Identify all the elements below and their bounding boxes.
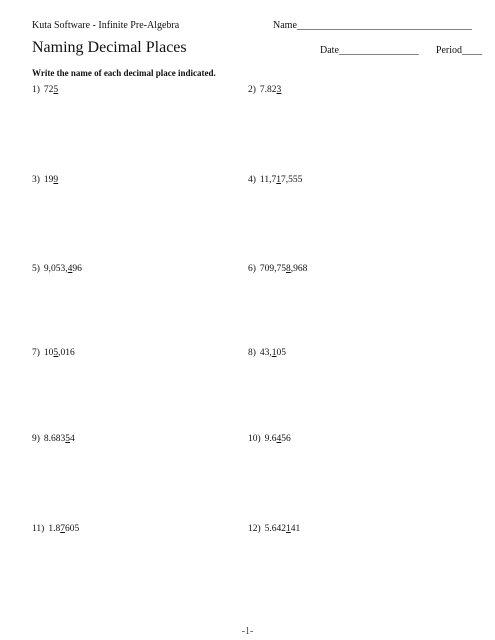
problem-number: 7) — [32, 348, 40, 358]
problem-value-marked-digit: 8 — [286, 264, 291, 274]
problem-value-marked-digit: 7 — [60, 524, 65, 534]
problem-number: 12) — [248, 524, 261, 534]
problem-11 — [32, 524, 79, 534]
problem-value-pre: 72 — [43, 85, 54, 95]
problem-value-marked-digit: 4 — [276, 434, 282, 444]
problem-number: 2) — [248, 85, 256, 95]
problem-value-pre: 5.642 — [264, 524, 287, 534]
problem-1 — [32, 85, 58, 95]
problem-4 — [248, 175, 302, 185]
problem-7 — [32, 348, 75, 358]
problem-number: 4) — [248, 175, 256, 185]
problem-value-pre: 10 — [43, 348, 54, 358]
problem-value-marked-digit: 5 — [53, 85, 59, 95]
problem-number: 6) — [248, 264, 256, 274]
problem-value-pre: 9.6 — [264, 434, 277, 444]
name-field[interactable]: Name___________________________________ — [273, 20, 472, 31]
problem-value-marked-digit: 4 — [67, 264, 73, 274]
problem-value-post: 56 — [281, 434, 291, 444]
problem-value-pre: 43, — [259, 348, 272, 358]
problem-value-marked-digit: 1 — [276, 175, 281, 185]
problem-value-post: 05 — [276, 348, 287, 358]
problem-value-marked-digit: 1 — [286, 524, 291, 534]
problem-value-pre: 709,75 — [259, 264, 287, 274]
problem-value-post: 605 — [64, 524, 80, 534]
problem-10 — [248, 434, 291, 444]
problem-value-pre: 19 — [43, 175, 54, 185]
problem-value-marked-digit: 3 — [276, 85, 282, 95]
problem-value-marked-digit: 9 — [53, 175, 59, 185]
problem-9 — [32, 434, 75, 444]
problem-value-post: ,016 — [58, 348, 75, 358]
page-title: Naming Decimal Places — [32, 39, 187, 56]
problem-value-marked-digit: 5 — [53, 348, 59, 358]
problem-value-post: 41 — [290, 524, 301, 534]
problem-value-marked-digit: 1 — [271, 348, 277, 358]
problem-number: 11) — [32, 524, 45, 534]
problem-value-post: 4 — [70, 434, 75, 444]
problem-number: 10) — [248, 434, 261, 444]
page-number: -1- — [241, 626, 254, 637]
software-label: Kuta Software - Infinite Pre-Algebra — [32, 20, 180, 31]
problem-value-post: 96 — [72, 264, 82, 274]
date-period-fields — [320, 45, 482, 56]
problem-8 — [248, 348, 286, 358]
problem-value-pre: 11,7 — [259, 175, 277, 185]
instructions: Write the name of each decimal place indicated. — [32, 68, 216, 78]
problem-2 — [248, 85, 281, 95]
problem-number: 8) — [248, 348, 256, 358]
problem-5 — [32, 264, 82, 274]
problem-3 — [32, 175, 58, 185]
problem-value-pre: 9,053, — [43, 264, 68, 274]
problem-12 — [248, 524, 300, 534]
problem-number: 5) — [32, 264, 40, 274]
problem-value-post: ,968 — [290, 264, 308, 274]
problem-value-pre: 8.683 — [43, 434, 66, 444]
problem-number: 1) — [32, 85, 40, 95]
problem-value-pre: 1.8 — [48, 524, 61, 534]
problem-number: 9) — [32, 434, 40, 444]
date-field[interactable]: Date________________ — [320, 45, 419, 56]
problem-value-pre: 7.82 — [259, 85, 277, 95]
period-field[interactable]: Period____ — [435, 45, 482, 56]
problem-number: 3) — [32, 175, 40, 185]
problem-value-marked-digit: 5 — [65, 434, 71, 444]
problem-value-post: 7,555 — [280, 175, 303, 185]
problem-6 — [248, 264, 307, 274]
